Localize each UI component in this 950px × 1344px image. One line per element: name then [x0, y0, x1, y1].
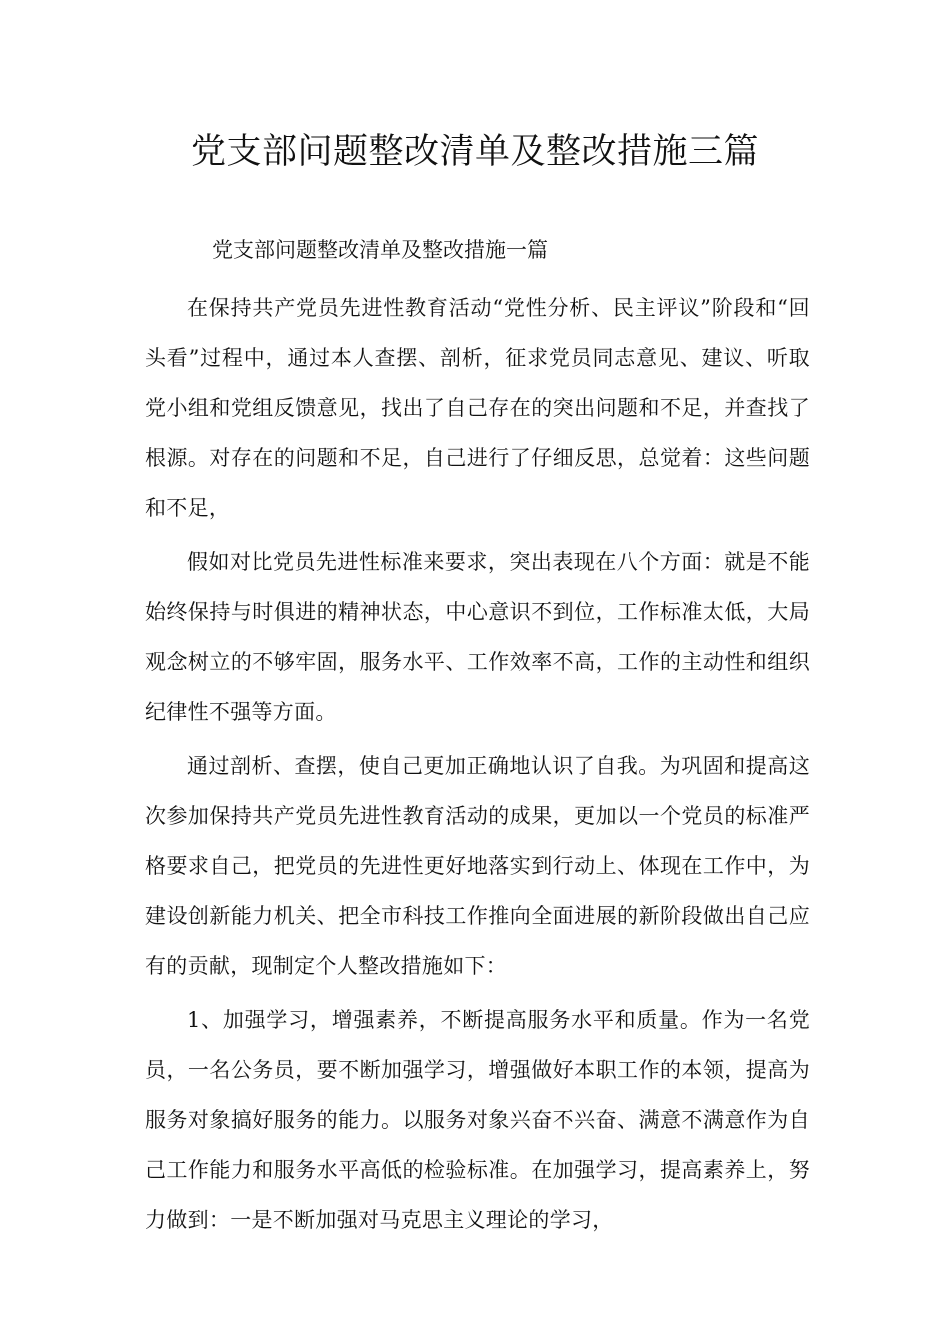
document-subtitle: 党支部问题整改清单及整改措施一篇 [212, 238, 548, 262]
paragraph-2: 假如对比党员先进性标准来要求，突出表现在八个方面：就是不能始终保持与时俱进的精神状态，中心意识不到位，工作标准太低，大局观念树立的不够牢固，服务水平、工作效率不高，工作的主动性和组织纪律性不强等方面。 [145, 550, 810, 724]
document-body [145, 283, 810, 1249]
document-title: 党支部问题整改清单及整改措施三篇 [190, 132, 759, 172]
paragraph-1: 在保持共产党员先进性教育活动“党性分析、民主评议”阶段和“回头看”过程中，通过本人查摆、剖析，征求党员同志意见、建议、听取党小组和党组反馈意见，找出了自己存在的突出问题和不足，并查找了根源。对存在的问题和不足，自己进行了仔细反思，总觉着：这些问题和不足， [145, 296, 810, 520]
paragraph-4: 1、加强学习，增强素养，不断提高服务水平和质量。作为一名党员，一名公务员，要不断加强学习，增强做好本职工作的本领，提高为服务对象搞好服务的能力。以服务对象兴奋不兴奋、满意不满意作为自己工作能力和服务水平高低的检验标准。在加强学习，提高素养上，努力做到：一是不断加强对马克思主义理论的学习， [145, 1008, 810, 1232]
paragraph-3: 通过剖析、查摆，使自己更加正确地认识了自我。为巩固和提高这次参加保持共产党员先进性教育活动的成果，更加以一个党员的标准严格要求自己，把党员的先进性更好地落实到行动上、体现在工作中，为建设创新能力机关、把全市科技工作推向全面进展的新阶段做出自己应有的贡献，现制定个人整改措施如下： [145, 754, 810, 978]
